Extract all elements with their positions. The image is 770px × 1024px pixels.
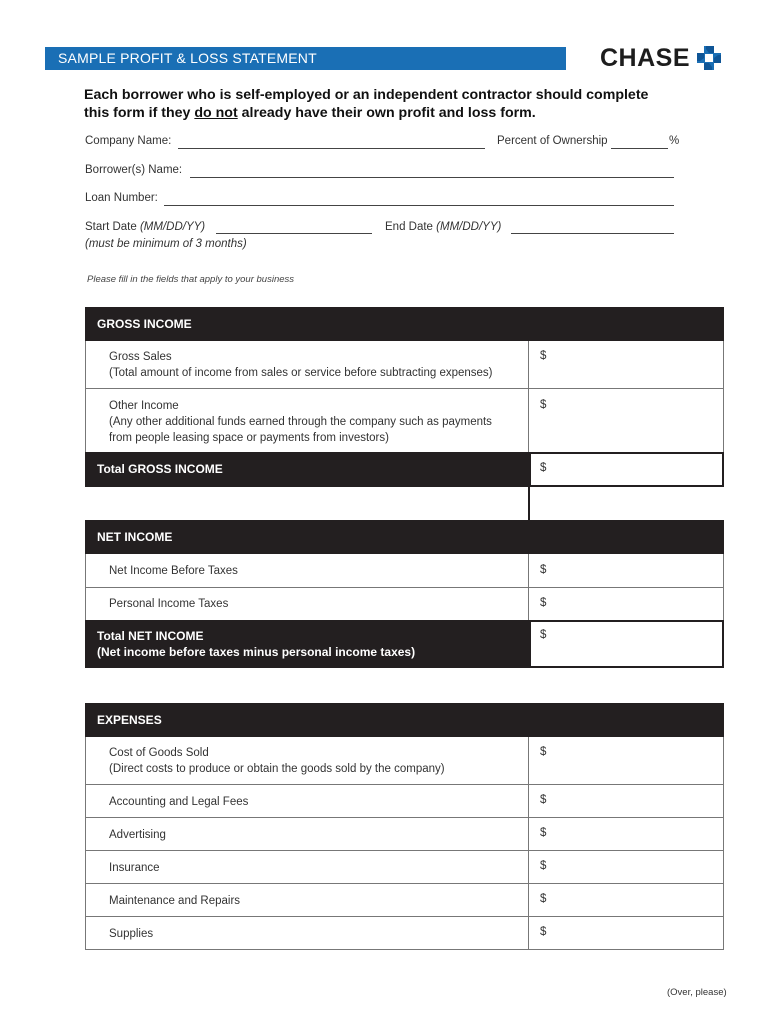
row-divider bbox=[85, 784, 724, 785]
table-bottom-border bbox=[85, 949, 724, 950]
gross-sales-label: Gross Sales bbox=[109, 351, 172, 363]
total-net-income-title: Total NET INCOME bbox=[97, 629, 204, 643]
supplies-label: Supplies bbox=[109, 928, 154, 940]
footer-note: (Over, please) bbox=[667, 987, 727, 998]
borrower-name-label: Borrower(s) Name: bbox=[85, 164, 183, 176]
start-date-format: (MM/DD/YY) bbox=[139, 221, 206, 233]
company-name-label: Company Name: bbox=[85, 135, 172, 147]
row-divider bbox=[85, 587, 724, 588]
other-income-row bbox=[109, 398, 492, 446]
table-border bbox=[85, 737, 86, 949]
percent-sign: % bbox=[669, 135, 680, 147]
total-net-income-label bbox=[85, 620, 530, 668]
intro-line-2 bbox=[84, 104, 714, 122]
accounting-legal-label: Accounting and Legal Fees bbox=[109, 796, 249, 808]
accounting-legal-amount[interactable]: $ bbox=[540, 794, 547, 806]
title-banner bbox=[45, 47, 566, 70]
net-income-before-taxes-label: Net Income Before Taxes bbox=[109, 565, 238, 577]
insurance-label: Insurance bbox=[109, 862, 160, 874]
company-name-field[interactable] bbox=[178, 148, 485, 149]
end-date-field[interactable] bbox=[511, 233, 674, 234]
percent-ownership-field[interactable] bbox=[611, 148, 668, 149]
total-gross-income-amount: $ bbox=[540, 462, 547, 474]
intro-emphasis: do not bbox=[194, 105, 238, 121]
row-divider bbox=[85, 883, 724, 884]
total-net-income-description: (Net income before taxes minus personal income taxes) bbox=[97, 645, 416, 659]
end-date-format: (MM/DD/YY) bbox=[436, 221, 502, 233]
insurance-amount[interactable]: $ bbox=[540, 860, 547, 872]
percent-ownership-label: Percent of Ownership bbox=[497, 135, 608, 147]
total-gross-income-label: Total GROSS INCOME bbox=[85, 452, 530, 487]
row-divider bbox=[85, 916, 724, 917]
start-date-text: Start Date bbox=[85, 221, 140, 233]
borrower-name-field[interactable] bbox=[190, 177, 674, 178]
total-net-income-amount: $ bbox=[540, 629, 547, 641]
advertising-label: Advertising bbox=[109, 829, 166, 841]
other-income-description-2: from people leasing space or payments from investors) bbox=[109, 432, 389, 444]
minimum-note: (must be minimum of 3 months) bbox=[85, 238, 247, 250]
table-border bbox=[723, 737, 724, 949]
total-net-income-box[interactable] bbox=[529, 620, 724, 668]
chase-octagon-icon bbox=[696, 45, 722, 71]
column-divider bbox=[528, 737, 529, 949]
column-divider bbox=[528, 487, 530, 520]
table-border bbox=[723, 341, 724, 452]
maintenance-repairs-amount[interactable]: $ bbox=[540, 893, 547, 905]
instructions-note: Please fill in the fields that apply to your business bbox=[87, 274, 295, 285]
logo-text: CHASE bbox=[600, 43, 691, 72]
row-divider bbox=[85, 388, 724, 389]
net-income-before-taxes-amount[interactable]: $ bbox=[540, 564, 547, 576]
gross-sales-row bbox=[109, 349, 493, 381]
cost-of-goods-description: (Direct costs to produce or obtain the goods sold by the company) bbox=[109, 763, 445, 775]
net-income-header: NET INCOME bbox=[85, 520, 724, 554]
page-title: SAMPLE PROFIT & LOSS STATEMENT bbox=[58, 50, 317, 66]
gross-sales-amount[interactable]: $ bbox=[540, 350, 547, 362]
intro-line-2-prefix: this form if they bbox=[84, 105, 195, 121]
personal-income-taxes-label: Personal Income Taxes bbox=[109, 598, 229, 610]
gross-income-header: GROSS INCOME bbox=[85, 307, 724, 341]
table-border bbox=[85, 341, 86, 452]
maintenance-repairs-label: Maintenance and Repairs bbox=[109, 895, 241, 907]
loan-number-label: Loan Number: bbox=[85, 192, 158, 204]
start-date-field[interactable] bbox=[216, 233, 372, 234]
supplies-amount[interactable]: $ bbox=[540, 926, 547, 938]
cost-of-goods-row bbox=[109, 745, 445, 777]
row-divider bbox=[85, 850, 724, 851]
other-income-amount[interactable]: $ bbox=[540, 399, 547, 411]
advertising-amount[interactable]: $ bbox=[540, 827, 547, 839]
end-date-text: End Date bbox=[385, 221, 437, 233]
intro-line-2-suffix: already have their own profit and loss form. bbox=[237, 105, 536, 121]
intro-heading bbox=[84, 86, 714, 122]
cost-of-goods-amount[interactable]: $ bbox=[540, 746, 547, 758]
total-gross-income-box[interactable] bbox=[529, 452, 724, 487]
intro-line-1: Each borrower who is self-employed or an independent contractor should complete bbox=[84, 87, 649, 103]
cost-of-goods-label: Cost of Goods Sold bbox=[109, 747, 209, 759]
end-date-label bbox=[385, 221, 501, 233]
gross-sales-description: (Total amount of income from sales or service before subtracting expenses) bbox=[109, 367, 493, 379]
start-date-label bbox=[85, 221, 205, 233]
other-income-description: (Any other additional funds earned through the company such as payments bbox=[109, 416, 492, 428]
chase-logo bbox=[600, 43, 722, 73]
expenses-header: EXPENSES bbox=[85, 703, 724, 737]
loan-number-field[interactable] bbox=[164, 205, 674, 206]
column-divider bbox=[528, 341, 529, 452]
personal-income-taxes-amount[interactable]: $ bbox=[540, 597, 547, 609]
other-income-label: Other Income bbox=[109, 400, 179, 412]
row-divider bbox=[85, 817, 724, 818]
